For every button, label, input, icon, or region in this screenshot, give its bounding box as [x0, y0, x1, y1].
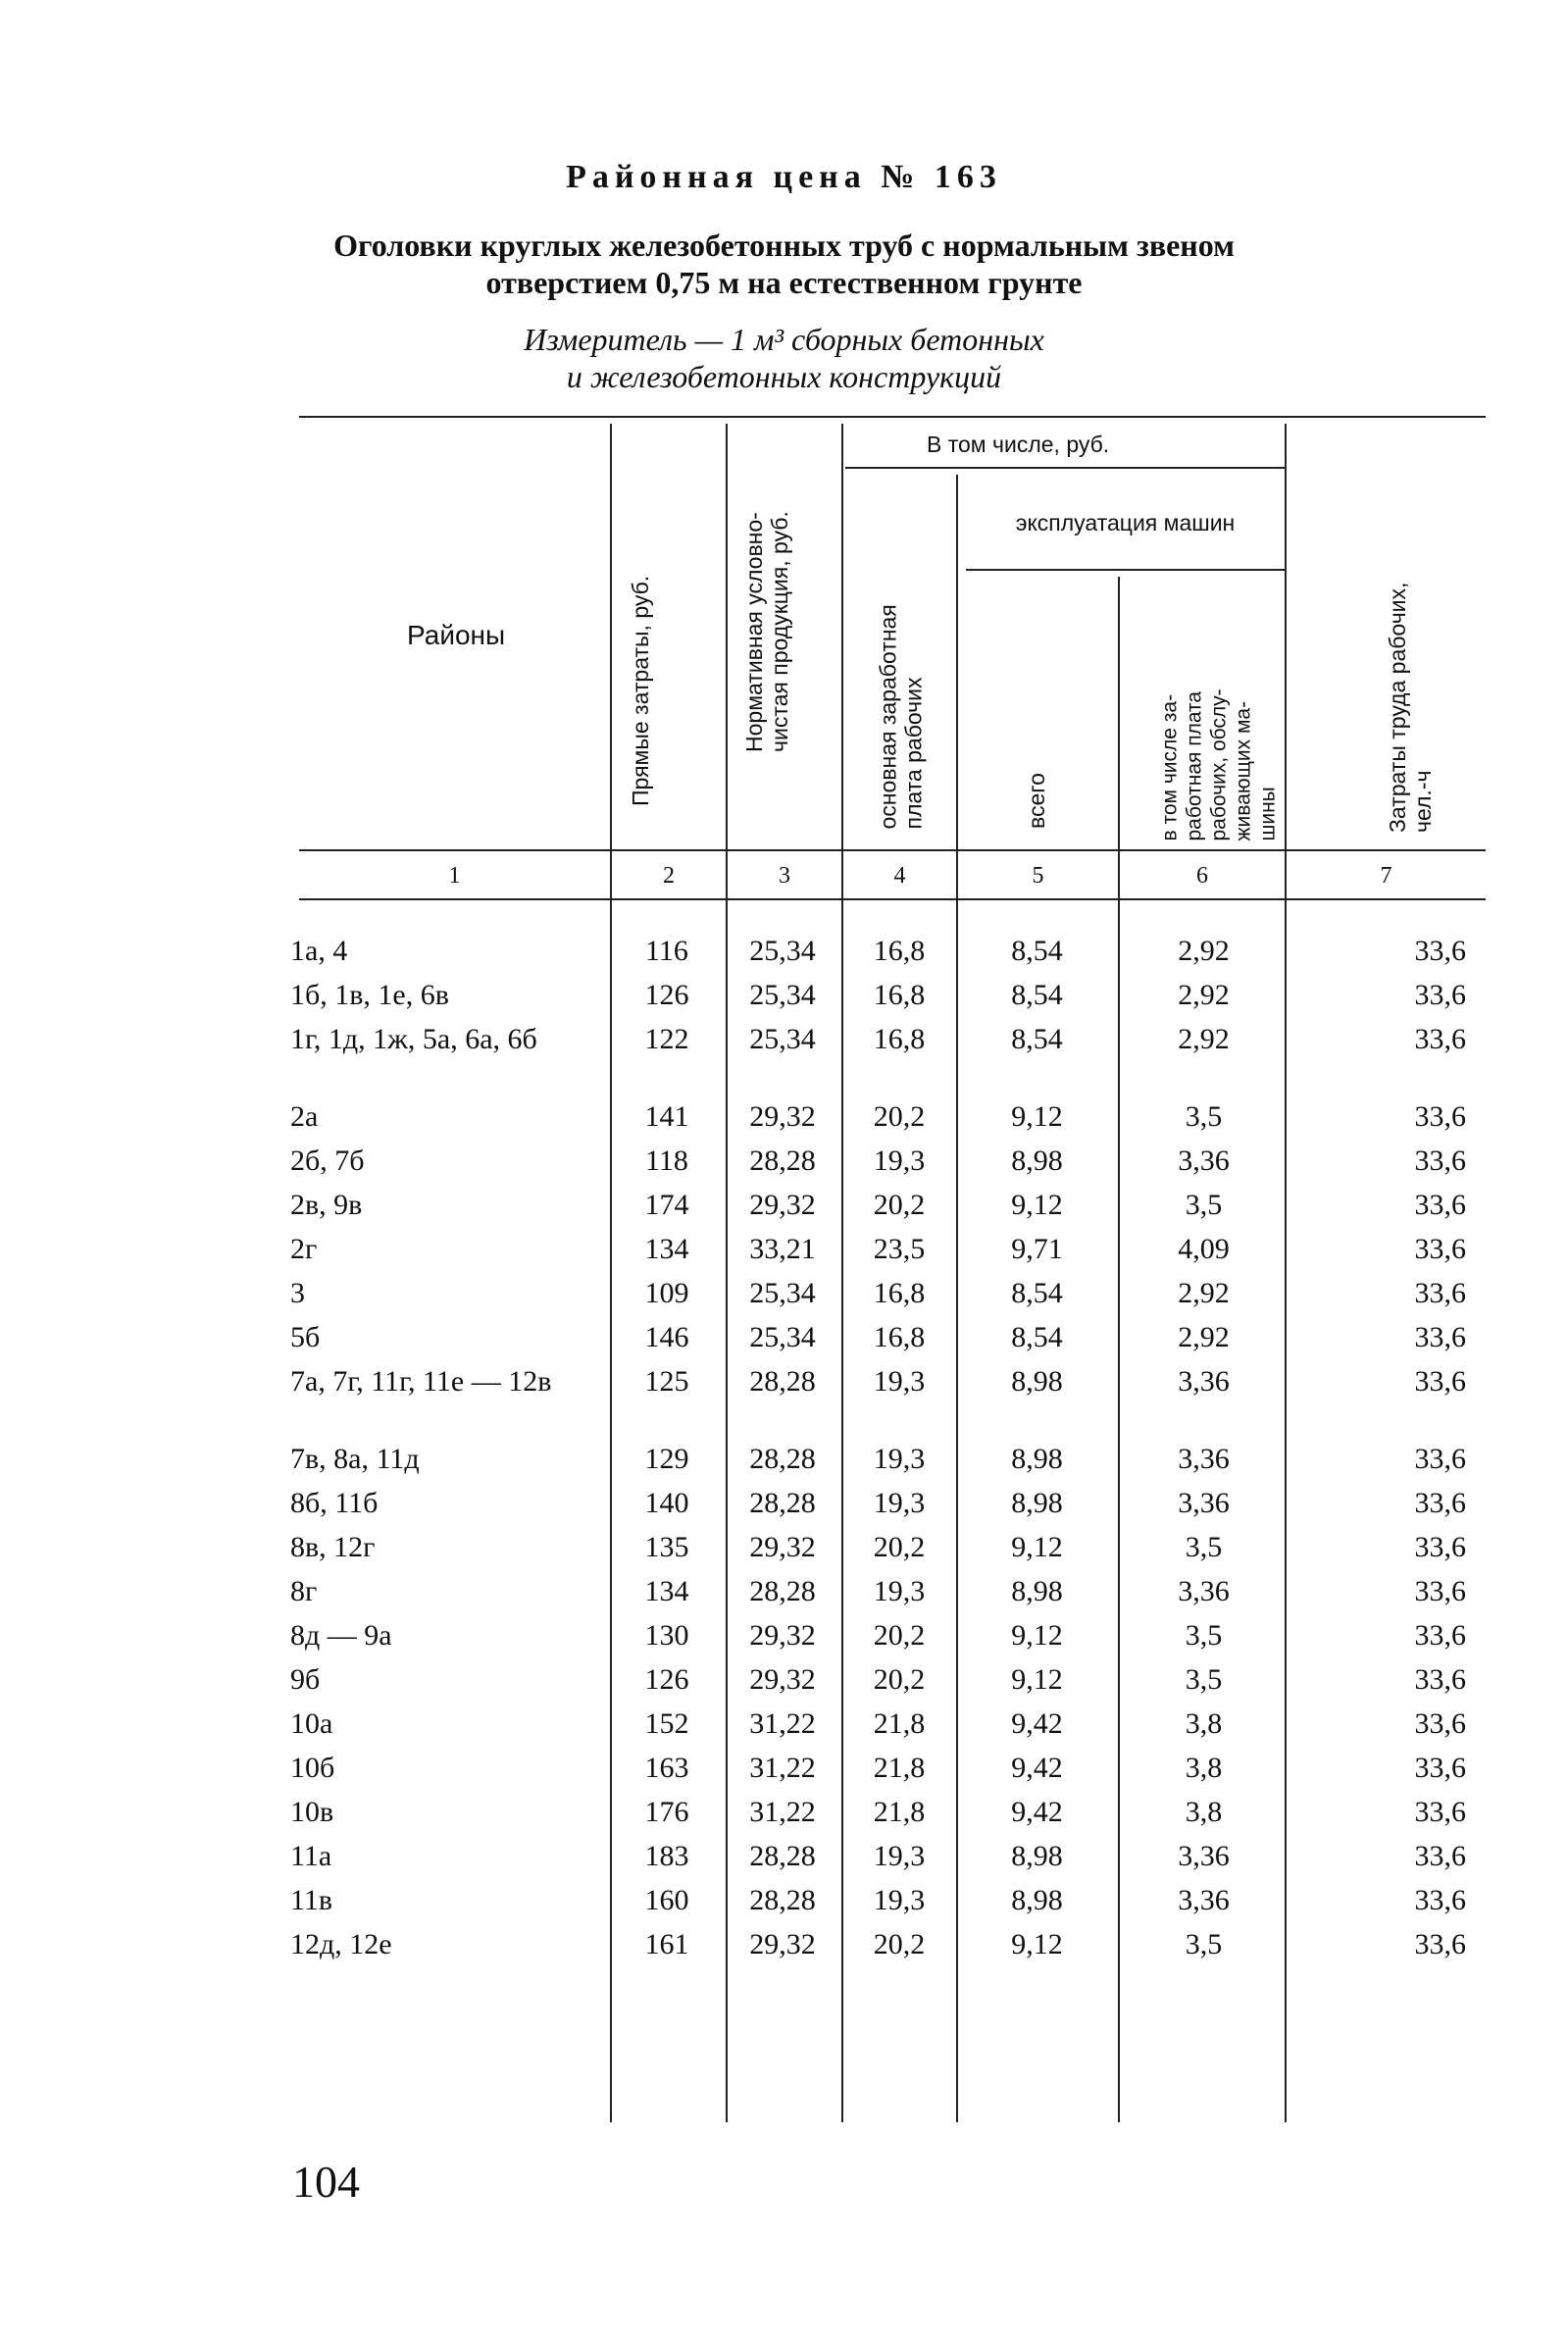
cell-col4: 19,3 [873, 1575, 926, 1607]
cell-col1: 9б [290, 1663, 321, 1696]
cell-col6: 2,92 [1178, 1277, 1230, 1309]
cell-col2: 134 [644, 1233, 689, 1265]
cell-col6: 4,09 [1178, 1233, 1230, 1265]
cell-col6: 3,36 [1178, 1575, 1230, 1607]
cell-col2: 129 [644, 1443, 689, 1475]
cell-col3: 31,22 [749, 1707, 816, 1740]
cell-col7: 33,6 [1414, 1619, 1466, 1652]
cell-col6: 3,5 [1185, 1100, 1223, 1133]
cell-col6: 3,8 [1185, 1752, 1223, 1784]
cell-col1: 8в, 12г [290, 1531, 376, 1563]
cell-col2: 109 [644, 1277, 689, 1309]
cell-col2: 183 [644, 1840, 689, 1872]
cell-col7: 33,6 [1414, 1100, 1466, 1133]
header-base-wages: основная заработная плата рабочих [875, 604, 927, 830]
cell-col2: 126 [644, 1663, 689, 1696]
cell-col7: 33,6 [1414, 1023, 1466, 1055]
page-number: 104 [292, 2157, 360, 2207]
page-title: Районная цена № 163 [566, 159, 1002, 195]
table-top-rule [299, 416, 1486, 418]
cell-col7: 33,6 [1414, 1752, 1466, 1784]
cell-col2: 152 [644, 1707, 689, 1740]
cell-col6: 3,5 [1185, 1663, 1223, 1696]
cell-col7: 33,6 [1414, 1321, 1466, 1353]
cell-col3: 33,21 [749, 1233, 816, 1265]
cell-col3: 28,28 [749, 1487, 816, 1519]
cell-col3: 29,32 [749, 1663, 816, 1696]
cell-col2: 122 [644, 1023, 689, 1055]
cell-col4: 21,8 [873, 1707, 926, 1740]
cell-col7: 33,6 [1414, 1575, 1466, 1607]
subtitle-line-2: отверстием 0,75 м на естественном грунте [485, 265, 1083, 300]
header-machine-operation: эксплуатация машин [1015, 510, 1236, 535]
cell-col2: 125 [644, 1365, 689, 1398]
cell-col1: 2б, 7б [290, 1145, 365, 1177]
cell-col5: 8,98 [1011, 1443, 1063, 1475]
cell-col4: 19,3 [873, 1884, 926, 1916]
column-number-2: 2 [663, 863, 675, 889]
cell-col2: 176 [644, 1796, 689, 1828]
cell-col7: 33,6 [1414, 1928, 1466, 1960]
cell-col5: 9,12 [1011, 1189, 1063, 1221]
cell-col1: 2г [290, 1233, 318, 1265]
cell-col5: 8,98 [1011, 1487, 1063, 1519]
cell-col7: 33,6 [1414, 1840, 1466, 1872]
cell-col7: 33,6 [1414, 1443, 1466, 1475]
cell-col5: 8,54 [1011, 935, 1063, 967]
cell-col3: 29,32 [749, 1531, 816, 1563]
cell-col3: 31,22 [749, 1796, 816, 1828]
cell-col3: 25,34 [749, 1277, 816, 1309]
cell-col1: 7а, 7г, 11г, 11е — 12в [290, 1365, 552, 1398]
column-number-3: 3 [779, 863, 790, 889]
cell-col2: 174 [644, 1189, 689, 1221]
machines-rule [966, 569, 1285, 571]
cell-col6: 2,92 [1178, 979, 1230, 1011]
cell-col5: 9,12 [1011, 1928, 1063, 1960]
cell-col1: 8д — 9а [290, 1619, 392, 1652]
cell-col4: 19,3 [873, 1840, 926, 1872]
cell-col1: 10б [290, 1752, 335, 1784]
cell-col4: 16,8 [873, 1321, 926, 1353]
cell-col7: 33,6 [1414, 1277, 1466, 1309]
cell-col2: 163 [644, 1752, 689, 1784]
cell-col1: 10в [290, 1796, 334, 1828]
cell-col5: 8,54 [1011, 1023, 1063, 1055]
cell-col5: 9,12 [1011, 1531, 1063, 1563]
cell-col6: 3,5 [1185, 1619, 1223, 1652]
cell-col1: 1а, 4 [290, 935, 348, 967]
cell-col3: 25,34 [749, 1321, 816, 1353]
cell-col6: 3,8 [1185, 1707, 1223, 1740]
cell-col1: 12д, 12е [290, 1928, 392, 1960]
cell-col3: 28,28 [749, 1443, 816, 1475]
cell-col4: 19,3 [873, 1443, 926, 1475]
cell-col6: 3,36 [1178, 1884, 1230, 1916]
cell-col1: 11в [290, 1884, 333, 1916]
cell-col5: 9,12 [1011, 1100, 1063, 1133]
cell-col5: 8,98 [1011, 1884, 1063, 1916]
cell-col5: 9,42 [1011, 1707, 1063, 1740]
cell-col5: 8,98 [1011, 1365, 1063, 1398]
cell-col1: 2в, 9в [290, 1189, 363, 1221]
vrule-1 [610, 424, 612, 2122]
cell-col2: 126 [644, 979, 689, 1011]
cell-col5: 8,98 [1011, 1575, 1063, 1607]
header-total: всего [1024, 773, 1049, 829]
column-number-7: 7 [1380, 863, 1392, 889]
cell-col2: 146 [644, 1321, 689, 1353]
cell-col3: 28,28 [749, 1575, 816, 1607]
vrule-4 [956, 475, 958, 2122]
cell-col1: 1г, 1д, 1ж, 5а, 6а, 6б [290, 1023, 537, 1055]
cell-col3: 31,22 [749, 1752, 816, 1784]
cell-col6: 3,36 [1178, 1487, 1230, 1519]
cell-col1: 3 [290, 1277, 305, 1309]
cell-col3: 29,32 [749, 1619, 816, 1652]
cell-col2: 135 [644, 1531, 689, 1563]
cell-col7: 33,6 [1414, 1707, 1466, 1740]
cell-col3: 28,28 [749, 1365, 816, 1398]
cell-col4: 20,2 [873, 1928, 926, 1960]
cell-col5: 9,12 [1011, 1663, 1063, 1696]
cell-col6: 3,36 [1178, 1840, 1230, 1872]
cell-col2: 116 [645, 935, 688, 967]
cell-col6: 3,5 [1185, 1189, 1223, 1221]
header-bottom-rule [299, 849, 1486, 851]
cell-col2: 134 [644, 1575, 689, 1607]
cell-col7: 33,6 [1414, 1487, 1466, 1519]
cell-col5: 9,12 [1011, 1619, 1063, 1652]
cell-col3: 28,28 [749, 1884, 816, 1916]
cell-col4: 20,2 [873, 1531, 926, 1563]
header-direct-costs: Прямые затраты, руб. [628, 575, 653, 806]
cell-col7: 33,6 [1414, 1663, 1466, 1696]
cell-col4: 20,2 [873, 1619, 926, 1652]
group-rule [845, 467, 1285, 469]
cell-col3: 28,28 [749, 1145, 816, 1177]
cell-col4: 21,8 [873, 1796, 926, 1828]
measure-line-2: и железобетонных конструкций [566, 359, 1002, 394]
cell-col4: 19,3 [873, 1487, 926, 1519]
cell-col6: 3,5 [1185, 1531, 1223, 1563]
cell-col3: 29,32 [749, 1928, 816, 1960]
cell-col3: 25,34 [749, 1023, 816, 1055]
cell-col7: 33,6 [1414, 1365, 1466, 1398]
cell-col4: 19,3 [873, 1145, 926, 1177]
cell-col3: 28,28 [749, 1840, 816, 1872]
cell-col2: 130 [644, 1619, 689, 1652]
cell-col7: 33,6 [1414, 1233, 1466, 1265]
cell-col1: 2а [290, 1100, 319, 1133]
cell-col4: 19,3 [873, 1365, 926, 1398]
cell-col7: 33,6 [1414, 979, 1466, 1011]
cell-col4: 16,8 [873, 1277, 926, 1309]
cell-col1: 8б, 11б [290, 1487, 379, 1519]
cell-col5: 8,54 [1011, 1321, 1063, 1353]
cell-col5: 9,42 [1011, 1796, 1063, 1828]
cell-col4: 21,8 [873, 1752, 926, 1784]
cell-col6: 2,92 [1178, 1023, 1230, 1055]
cell-col6: 3,36 [1178, 1443, 1230, 1475]
cell-col7: 33,6 [1414, 1531, 1466, 1563]
cell-col3: 29,32 [749, 1189, 816, 1221]
cell-col7: 33,6 [1414, 1189, 1466, 1221]
header-labor-costs: Затраты труда рабочих, чел.-ч [1385, 582, 1436, 833]
cell-col1: 5б [290, 1321, 321, 1353]
cell-col6: 3,5 [1185, 1928, 1223, 1960]
column-number-5: 5 [1032, 863, 1044, 889]
measure-line-1: Измеритель — 1 м³ сборных бетонных [524, 322, 1044, 357]
cell-col4: 20,2 [873, 1663, 926, 1696]
cell-col5: 8,98 [1011, 1840, 1063, 1872]
cell-col1: 10а [290, 1707, 333, 1740]
cell-col5: 8,98 [1011, 1145, 1063, 1177]
column-number-6: 6 [1196, 863, 1208, 889]
cell-col3: 29,32 [749, 1100, 816, 1133]
cell-col6: 3,36 [1178, 1145, 1230, 1177]
cell-col5: 9,42 [1011, 1752, 1063, 1784]
cell-col4: 16,8 [873, 1023, 926, 1055]
cell-col5: 8,54 [1011, 979, 1063, 1011]
cell-col4: 20,2 [873, 1189, 926, 1221]
cell-col2: 118 [645, 1145, 688, 1177]
cell-col6: 3,36 [1178, 1365, 1230, 1398]
header-normative-output: Нормативная условно- чистая продукция, руб. [741, 511, 792, 752]
cell-col4: 23,5 [873, 1233, 926, 1265]
cell-col7: 33,6 [1414, 1145, 1466, 1177]
cell-col7: 33,6 [1414, 1796, 1466, 1828]
cell-col1: 1б, 1в, 1е, 6в [290, 979, 449, 1011]
column-number-4: 4 [893, 863, 906, 889]
cell-col2: 141 [644, 1100, 689, 1133]
cell-col1: 8г [290, 1575, 318, 1607]
header-machine-wages: в том числе за- работная плата рабочих, обслу- живающих ма- шины [1158, 688, 1280, 841]
subtitle-line-1: Оголовки круглых железобетонных труб с нормальным звеном [333, 228, 1235, 263]
header-regions: Районы [407, 620, 506, 650]
cell-col3: 25,34 [749, 935, 816, 967]
cell-col6: 2,92 [1178, 935, 1230, 967]
vrule-3 [841, 424, 843, 2122]
cell-col2: 160 [644, 1884, 689, 1916]
cell-col5: 9,71 [1011, 1233, 1063, 1265]
cell-col4: 16,8 [873, 979, 926, 1011]
cell-col7: 33,6 [1414, 1884, 1466, 1916]
vrule-5 [1118, 577, 1120, 2122]
column-number-1: 1 [448, 863, 461, 889]
cell-col1: 7в, 8а, 11д [290, 1443, 420, 1475]
header-including-group: В том числе, руб. [927, 432, 1110, 457]
cell-col4: 20,2 [873, 1100, 926, 1133]
cell-col7: 33,6 [1414, 935, 1466, 967]
cell-col6: 2,92 [1178, 1321, 1230, 1353]
cell-col5: 8,54 [1011, 1277, 1063, 1309]
cell-col1: 11а [290, 1840, 332, 1872]
cell-col3: 25,34 [749, 979, 816, 1011]
column-numbers-rule [299, 898, 1486, 900]
cell-col2: 161 [644, 1928, 689, 1960]
cell-col4: 16,8 [873, 935, 926, 967]
cell-col2: 140 [644, 1487, 689, 1519]
cell-col6: 3,8 [1185, 1796, 1223, 1828]
